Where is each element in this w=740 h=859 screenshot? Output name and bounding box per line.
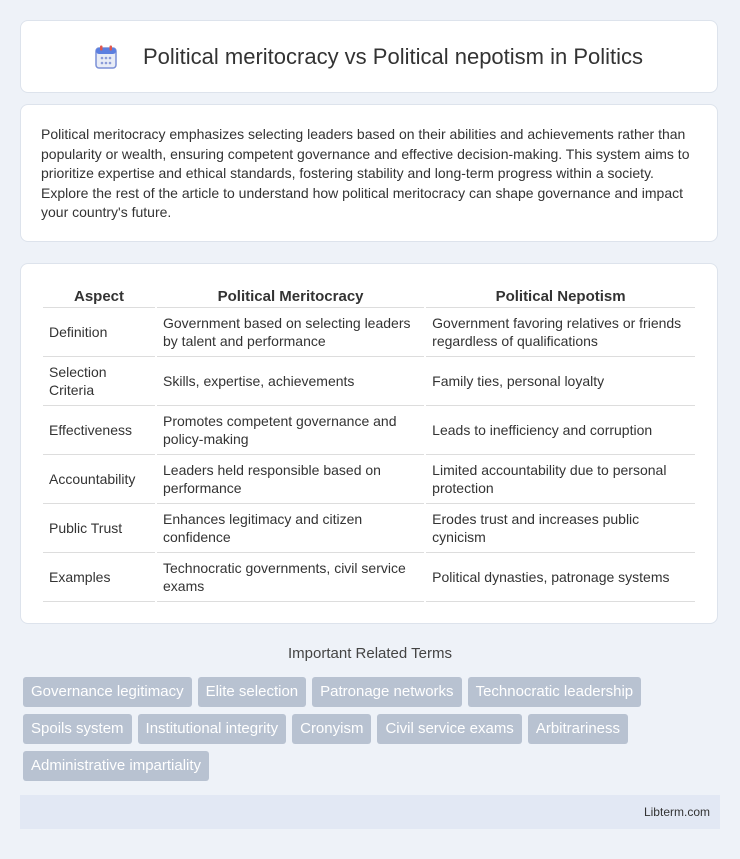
related-term-tag[interactable]: Civil service exams	[377, 714, 521, 744]
table-cell: Enhances legitimacy and citizen confidence	[157, 504, 424, 553]
table-header-row	[43, 284, 695, 308]
footer-brand-link[interactable]: Libterm.com	[643, 805, 710, 819]
related-terms-list	[23, 677, 723, 788]
title-card	[20, 20, 718, 93]
table-cell: Effectiveness	[43, 406, 155, 455]
table-cell: Political dynasties, patronage systems	[426, 553, 695, 602]
table-cell: Selection Criteria	[43, 357, 155, 406]
related-term-tag[interactable]: Cronyism	[292, 714, 371, 744]
table-cell: Accountability	[43, 455, 155, 504]
table-cell: Skills, expertise, achievements	[157, 357, 424, 406]
table-row	[43, 504, 695, 553]
table-cell: Limited accountability due to personal protection	[426, 455, 695, 504]
related-term-tag[interactable]: Technocratic leadership	[468, 677, 642, 707]
footer	[20, 795, 720, 829]
table-row	[43, 406, 695, 455]
related-term-tag[interactable]: Institutional integrity	[138, 714, 287, 744]
table-cell: Government based on selecting leaders by talent and performance	[157, 308, 424, 357]
table-cell: Public Trust	[43, 504, 155, 553]
table-cell: Promotes competent governance and policy-making	[157, 406, 424, 455]
related-terms-heading: Important Related Terms	[288, 645, 452, 662]
table-cell: Technocratic governments, civil service exams	[157, 553, 424, 602]
related-term-tag[interactable]: Spoils system	[23, 714, 132, 744]
related-term-tag[interactable]: Patronage networks	[312, 677, 461, 707]
intro-card	[20, 104, 718, 242]
table-cell: Erodes trust and increases public cynicism	[426, 504, 695, 553]
calendar-icon	[95, 45, 117, 69]
related-term-tag[interactable]: Arbitrariness	[528, 714, 628, 744]
column-header: Aspect	[43, 284, 155, 308]
table-cell: Leads to inefficiency and corruption	[426, 406, 695, 455]
table-row	[43, 357, 695, 406]
intro-paragraph: Political meritocracy emphasizes selecting leaders based on their abilities and achievements rather than popularity or wealth, ensuring competent governance and effective decision-making. This system aims to prioritize expertise and ethical standards, fostering stability and long-term progress within a society. Explore the rest of the article to understand how political meritocracy can shape governance and impact your country's future.	[41, 126, 690, 221]
related-term-tag[interactable]: Elite selection	[198, 677, 307, 707]
related-term-tag[interactable]: Administrative impartiality	[23, 751, 209, 781]
table-cell: Family ties, personal loyalty	[426, 357, 695, 406]
table-row	[43, 308, 695, 357]
comparison-table	[41, 284, 697, 602]
table-cell: Leaders held responsible based on performance	[157, 455, 424, 504]
table-cell: Definition	[43, 308, 155, 357]
page-title: Political meritocracy vs Political nepotism in Politics	[142, 43, 644, 69]
table-cell: Government favoring relatives or friends regardless of qualifications	[426, 308, 695, 357]
table-row	[43, 553, 695, 602]
related-term-tag[interactable]: Governance legitimacy	[23, 677, 192, 707]
table-cell: Examples	[43, 553, 155, 602]
table-row	[43, 455, 695, 504]
column-header: Political Meritocracy	[157, 284, 424, 308]
column-header: Political Nepotism	[426, 284, 695, 308]
comparison-table-card	[20, 263, 718, 624]
